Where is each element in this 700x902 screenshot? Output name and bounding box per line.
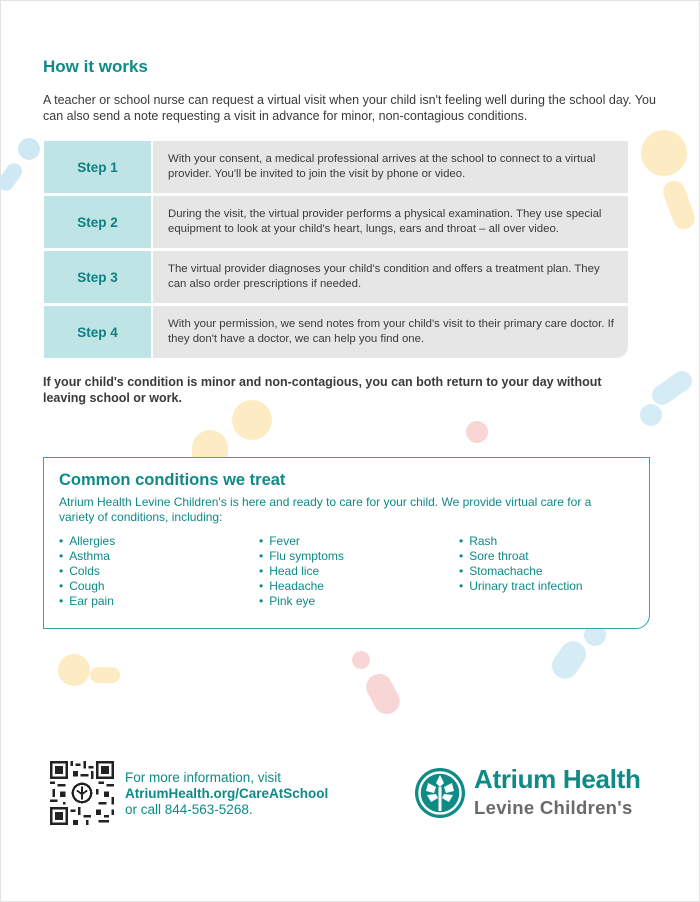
section-title: How it works [43, 57, 148, 76]
logo-atrium-health: Atrium Health [474, 764, 641, 794]
contact-line: For more information, visit [125, 770, 282, 785]
summary-paragraph: If your child's condition is minor and non-contagious, you can both return to your day without leaving school or work. [43, 375, 602, 405]
step-row [44, 251, 628, 303]
contact-url-link[interactable]: AtriumHealth.org/CareAtSchool [125, 786, 329, 801]
conditions-box [43, 457, 650, 629]
conditions-column-1 [59, 534, 115, 609]
steps-table [44, 141, 628, 361]
condition-item: • Cough [59, 579, 115, 594]
condition-item: • Headache [259, 579, 344, 594]
step-row [44, 306, 628, 358]
step-text: With your permission, we send notes from your child's visit to their primary care doctor. If they don't have a doctor, we can help you find one. [153, 306, 628, 358]
conditions-title: Common conditions we treat [59, 471, 286, 489]
contact-info [125, 770, 328, 818]
condition-item: • Fever [259, 534, 344, 549]
condition-item: • Ear pain [59, 594, 115, 609]
qr-code[interactable] [50, 761, 114, 825]
step-text: The virtual provider diagnoses your child's condition and offers a treatment plan. They can also order prescriptions if needed. [153, 251, 628, 303]
step-label: Step 3 [44, 251, 151, 303]
condition-item: • Head lice [259, 564, 344, 579]
step-label: Step 1 [44, 141, 151, 193]
condition-item: • Sore throat [459, 549, 583, 564]
condition-item: • Flu symptoms [259, 549, 344, 564]
conditions-column-3 [459, 534, 583, 594]
contact-phone: or call 844-563-5268. [125, 802, 253, 817]
step-text: During the visit, the virtual provider performs a physical examination. They use special equipment to look at your child's heart, lungs, ears and throat – all over video. [153, 196, 628, 248]
condition-item: • Rash [459, 534, 583, 549]
step-text: With your consent, a medical professional arrives at the school to connect to a virtual provider. You'll be invited to join the visit by phone or video. [153, 141, 628, 193]
step-label: Step 4 [44, 306, 151, 358]
condition-item: • Pink eye [259, 594, 344, 609]
conditions-description: Atrium Health Levine Children's is here and ready to care for your child. We provide virtual care for a variety of conditions, including: [59, 495, 592, 524]
step-label: Step 2 [44, 196, 151, 248]
conditions-column-2 [259, 534, 344, 609]
step-row [44, 196, 628, 248]
condition-item: • Allergies [59, 534, 115, 549]
intro-paragraph: A teacher or school nurse can request a virtual visit when your child isn't feeling well during the school day. You can also send a note requesting a visit in advance for minor, non-contagious conditions. [43, 93, 656, 123]
step-row [44, 141, 628, 193]
condition-item: • Urinary tract infection [459, 579, 583, 594]
condition-item: • Asthma [59, 549, 115, 564]
atrium-tree-logo-icon [414, 767, 466, 819]
condition-item: • Colds [59, 564, 115, 579]
logo-levine-childrens: Levine Children's [474, 797, 633, 818]
condition-item: • Stomachache [459, 564, 583, 579]
